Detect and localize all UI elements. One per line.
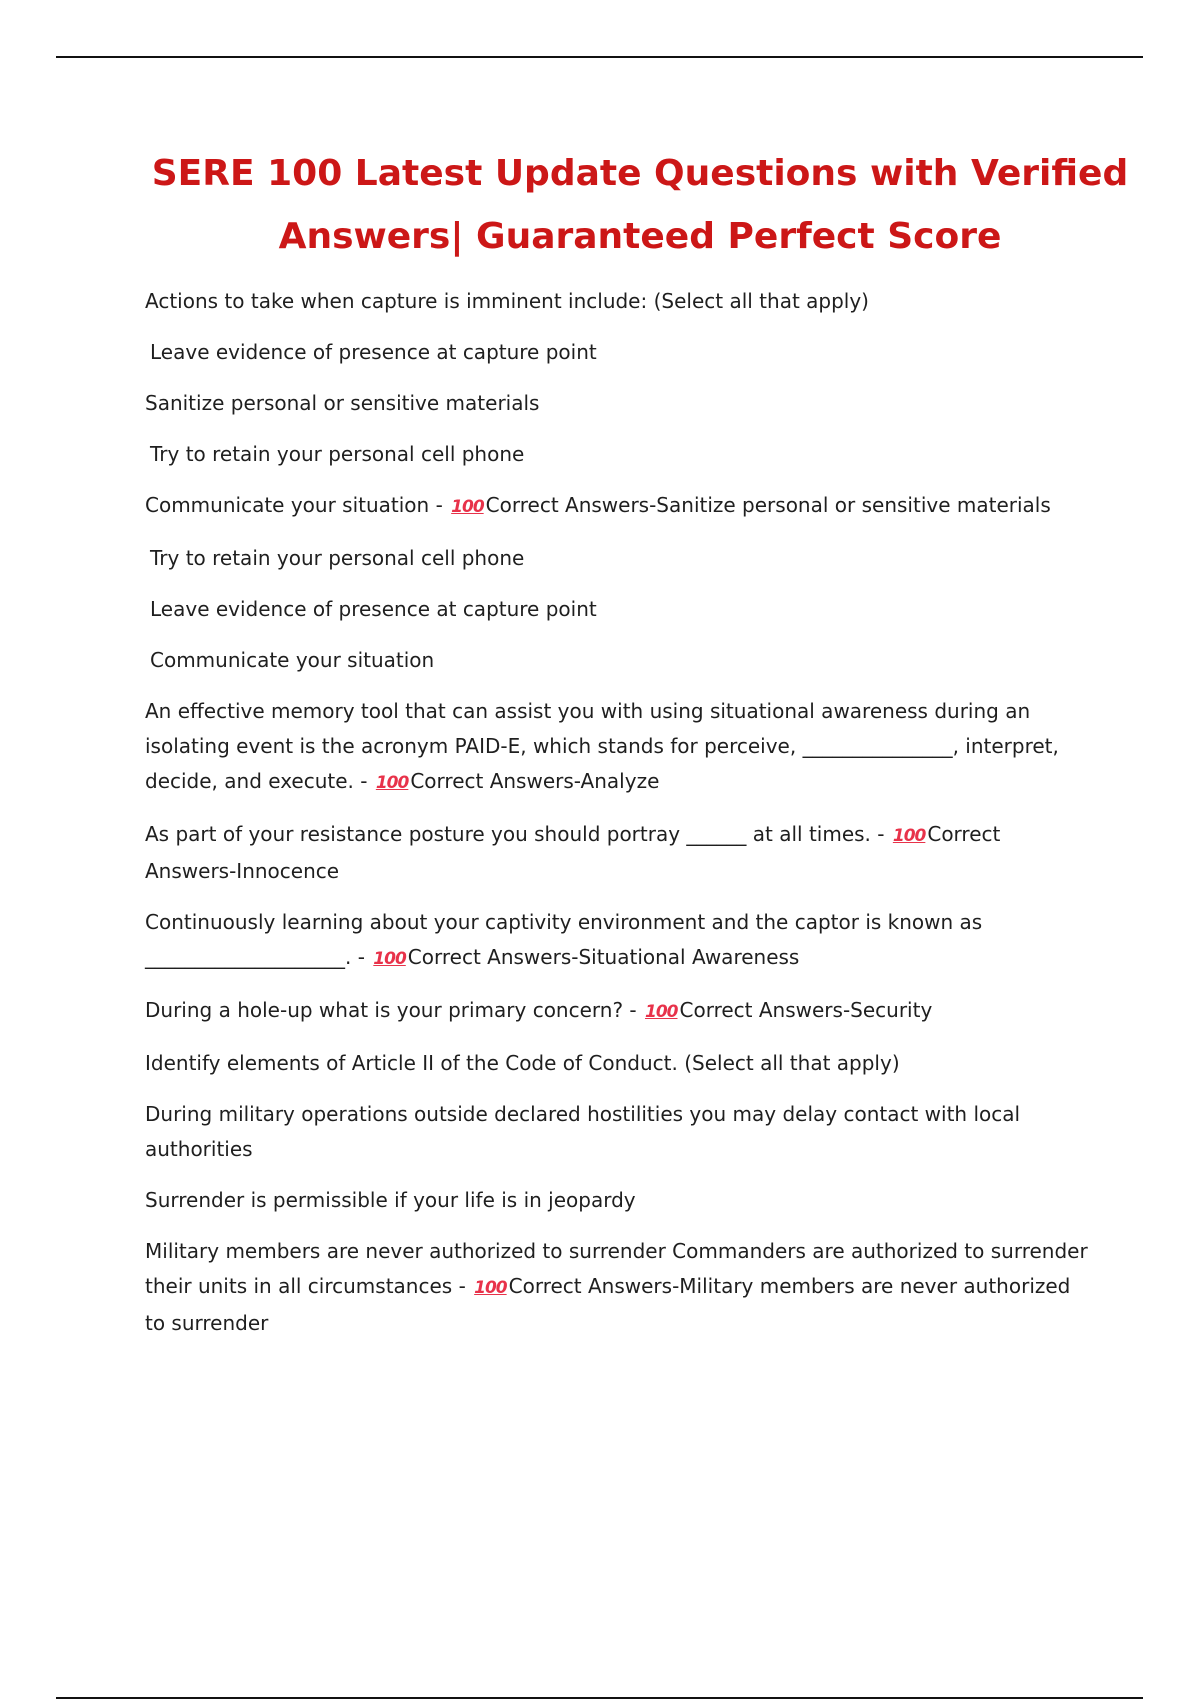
qa-text: Continuously learning about your captivity environment and the captor is known as ____________________. -: [145, 910, 983, 969]
qa-line: [145, 1234, 1095, 1341]
qa-text: Actions to take when capture is imminent include: (Select all that apply): [145, 289, 869, 313]
correct-answer-text: Correct Answers-Military members are never authorized to surrender: [145, 1274, 1071, 1335]
qa-text: As part of your resistance posture you should portray ______ at all times. -: [145, 822, 891, 846]
qa-line: [145, 1046, 1095, 1081]
correct-answer-text: Correct Answers-Sanitize personal or sensitive materials: [485, 493, 1051, 517]
qa-text: Communicate your situation: [150, 648, 435, 672]
top-rule: [56, 56, 1143, 58]
qa-line: [145, 993, 1095, 1030]
qa-text: Surrender is permissible if your life is in jeopardy: [145, 1188, 636, 1212]
qa-text: Military members are never authorized to surrender Commanders are authorized to surrender their units in all circumstances -: [145, 1239, 1088, 1298]
qa-text: Identify elements of Article II of the Code of Conduct. (Select all that apply): [145, 1051, 900, 1075]
correct-answer-text: Correct Answers-Innocence: [145, 822, 1001, 883]
qa-line: [145, 592, 1095, 627]
qa-text: Leave evidence of presence at capture point: [150, 340, 597, 364]
qa-line: [145, 643, 1095, 678]
correct-answer-text: Correct Answers-Security: [679, 998, 933, 1022]
correct-answer-text: Correct Answers-Situational Awareness: [407, 945, 800, 969]
hundred-points-icon: 100: [373, 949, 406, 969]
title-line-1: SERE 100 Latest Update Questions with Verified: [151, 153, 1129, 194]
qa-text: During military operations outside declared hostilities you may delay contact with local authorities: [145, 1102, 1021, 1161]
qa-text: Leave evidence of presence at capture point: [150, 597, 597, 621]
page-title: [100, 142, 1180, 268]
qa-line: [145, 1097, 1095, 1167]
correct-answer-text: Correct Answers-Analyze: [410, 769, 660, 793]
qa-line: [145, 905, 1095, 977]
qa-line: [145, 386, 1095, 421]
qa-line: [145, 488, 1095, 525]
hundred-points-icon: 100: [375, 773, 409, 793]
title-line-2: Answers| Guaranteed Perfect Score: [278, 216, 1002, 257]
bottom-rule: [56, 1697, 1143, 1699]
hundred-points-icon: 100: [892, 826, 926, 846]
qa-line: [145, 817, 1095, 889]
qa-content: [145, 284, 1095, 1357]
qa-text: During a hole-up what is your primary concern? -: [145, 998, 643, 1022]
qa-text: Communicate your situation -: [145, 493, 450, 517]
qa-text: An effective memory tool that can assist you with using situational awareness during an isolating event is the acronym PAID-E, which stands for perceive, _______________, interpret, decide, and execute. -: [145, 699, 1059, 793]
qa-line: [145, 1183, 1095, 1218]
qa-text: Try to retain your personal cell phone: [150, 442, 525, 466]
qa-line: [145, 335, 1095, 370]
hundred-points-icon: 100: [451, 497, 484, 517]
qa-text: Try to retain your personal cell phone: [150, 546, 525, 570]
qa-line: [145, 694, 1095, 801]
qa-line: [145, 284, 1095, 319]
hundred-points-icon: 100: [474, 1278, 507, 1298]
qa-line: [145, 541, 1095, 576]
hundred-points-icon: 100: [645, 1002, 678, 1022]
qa-text: Sanitize personal or sensitive materials: [145, 391, 540, 415]
qa-line: [145, 437, 1095, 472]
